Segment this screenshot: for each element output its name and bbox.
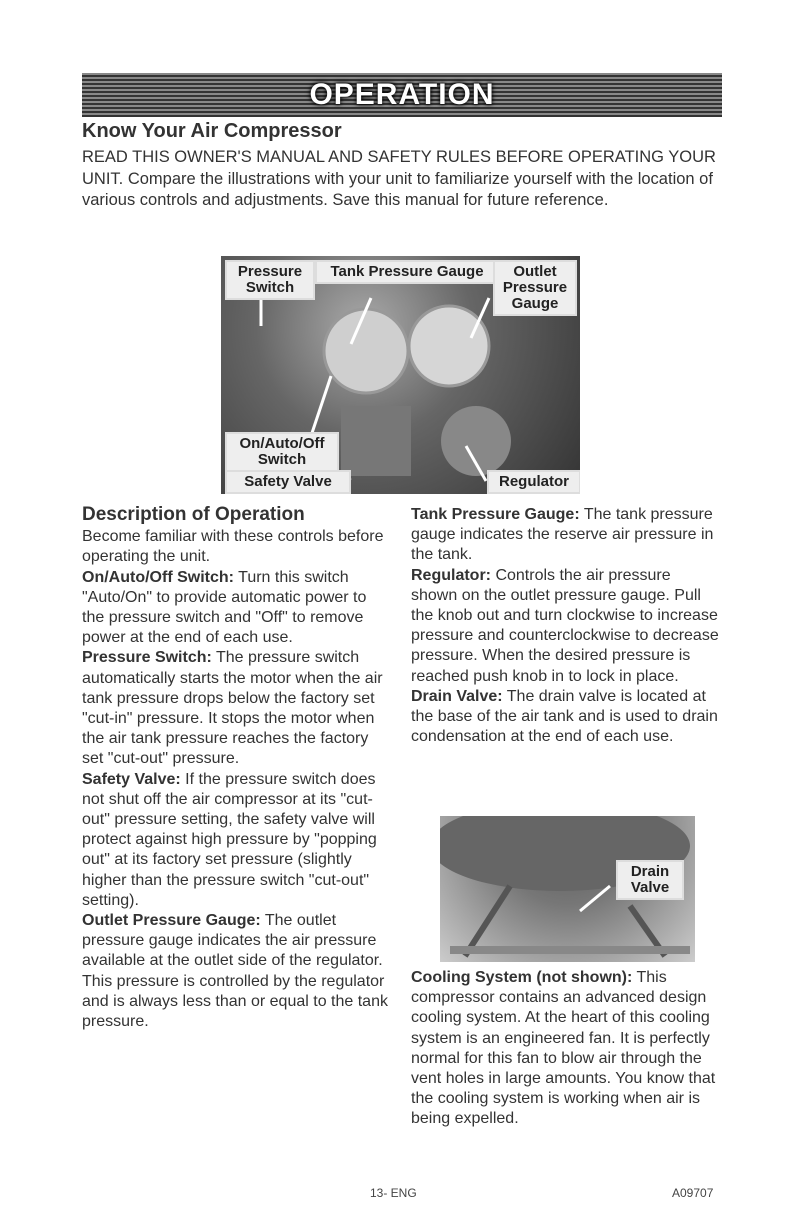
description-item <box>82 568 392 649</box>
item-term: Cooling System (not shown): <box>411 969 633 986</box>
label-outlet-pressure-gauge: Outlet Pressure Gauge <box>493 260 577 316</box>
description-item <box>82 770 392 911</box>
item-text: Controls the air pressure shown on the outlet pressure gauge. Pull the knob out and turn clockwise to increase pressure and counterclockwise to decrease pressure. When the desired pressure is reached push knob in to lock in place. <box>411 566 719 685</box>
cooling-system-item <box>411 968 721 1130</box>
description-item <box>411 566 721 687</box>
label-safety-valve: Safety Valve <box>225 470 351 494</box>
description-item <box>411 505 721 566</box>
item-text: The pressure switch automatically starts the motor when the air tank pressure drops below the factory set "cut-in" pressure. It stops the motor when the air tank pressure reaches the factory set "cut-out" pressure. <box>82 649 383 768</box>
description-intro: Become familiar with these controls before operating the unit. <box>82 528 384 566</box>
section-title: OPERATION <box>309 78 495 111</box>
label-regulator: Regulator <box>487 470 580 494</box>
item-term: Outlet Pressure Gauge: <box>82 912 261 930</box>
item-term: Tank Pressure Gauge: <box>411 506 580 523</box>
compressor-controls-photo <box>221 256 580 494</box>
label-tank-pressure-gauge: Tank Pressure Gauge <box>315 260 499 284</box>
label-drain-valve: Drain Valve <box>616 860 684 900</box>
page-heading: Know Your Air Compressor <box>82 120 342 142</box>
drain-valve-photo <box>440 816 695 962</box>
item-text: This compressor contains an advanced design cooling system. At the heart of this cooling system is an engineered fan. It is perfectly normal for this fan to blow air through the vent holes in large amounts. You know that the cooling system is working when air is being expelled. <box>411 969 716 1128</box>
description-item <box>82 911 392 1032</box>
item-text: If the pressure switch does not shut off the air compressor at its "cut-out" pressure setting, the safety valve will protect against high pressure by "popping out" at its factory set pressure (slightly higher than the pressure switch "cut-out" setting). <box>82 770 377 909</box>
page-number: 13- ENG <box>370 1186 417 1200</box>
description-item <box>82 648 392 769</box>
item-term: On/Auto/Off Switch: <box>82 568 234 586</box>
item-text: The outlet pressure gauge indicates the air pressure available at the outlet side of the regulator. This pressure is controlled by the regulator and is always less than or equal to the tank pressure. <box>82 912 388 1031</box>
description-title: Description of Operation <box>82 504 305 525</box>
item-text: Turn this switch "Auto/On" to provide automatic power to the pressure switch and "Off" to remove power at the end of each use. <box>82 568 367 647</box>
label-on-auto-off-switch: On/Auto/Off Switch <box>225 432 339 472</box>
item-term: Regulator: <box>411 566 491 584</box>
intro-paragraph: READ THIS OWNER'S MANUAL AND SAFETY RULES BEFORE OPERATING YOUR UNIT. Compare the illustrations with your unit to familiarize yourself with the location of various controls and adjustments. Save this manual for future reference. <box>82 148 716 209</box>
item-term: Drain Valve: <box>411 687 503 705</box>
item-text: The tank pressure gauge indicates the reserve air pressure in the tank. <box>411 506 714 564</box>
description-column <box>82 505 392 1032</box>
item-text: The drain valve is located at the base of the air tank and is used to drain condensation at the end of each use. <box>411 687 718 746</box>
right-column <box>411 505 721 747</box>
section-banner <box>82 73 722 117</box>
label-pressure-switch: Pressure Switch <box>225 260 315 300</box>
document-code: A09707 <box>672 1186 714 1200</box>
description-item <box>411 687 721 748</box>
item-term: Pressure Switch: <box>82 649 212 667</box>
item-term: Safety Valve: <box>82 770 181 788</box>
